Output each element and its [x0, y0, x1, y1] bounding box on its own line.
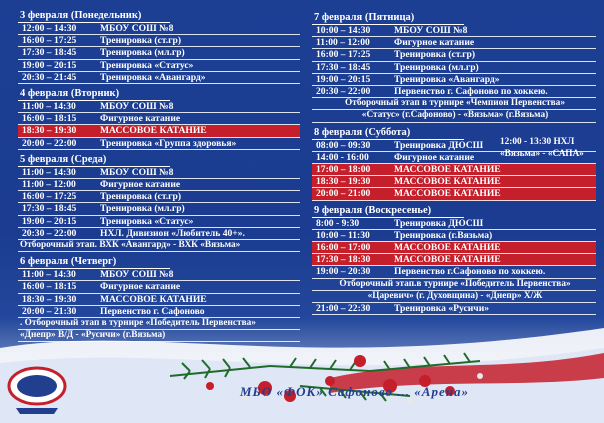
row-activity: МАССОВОЕ КАТАНИЕ	[394, 254, 501, 266]
schedule-row	[18, 228, 300, 240]
schedule-row	[18, 47, 300, 59]
row-activity: Тренировка (ст.гр)	[100, 191, 182, 203]
schedule-row	[18, 191, 300, 203]
schedule-row	[312, 86, 596, 98]
row-activity: МАССОВОЕ КАТАНИЕ	[394, 164, 501, 176]
row-activity: Тренировка «Статус»	[100, 59, 194, 71]
row-time: 18:30 – 19:30	[22, 125, 77, 137]
row-activity: Тренировка (ст.гр)	[394, 49, 476, 61]
row-time: 11:00 – 12:00	[316, 37, 370, 49]
row-note: «Статус» (г.Сафоново) - «Вязьма» (г.Вязьма)	[312, 110, 596, 122]
row-activity: Фигурное катание	[100, 113, 181, 125]
row-time: 17:30 – 18:45	[22, 47, 77, 59]
row-time: 21:00 – 22:30	[316, 303, 371, 315]
row-note: «Царевич» (г. Духовщина) - «Днепр» Х/Ж	[312, 291, 596, 303]
row-time: 17:30 – 18:30	[316, 254, 371, 266]
day-title: 9 февраля (Воскресенье)	[312, 205, 464, 218]
row-time: 11:00 – 12:00	[22, 179, 76, 191]
schedule-row	[312, 176, 596, 188]
row-time: 20:30 – 22:00	[22, 227, 77, 239]
schedule-row	[18, 113, 300, 125]
row-time: 14:00 - 16:00	[316, 151, 369, 163]
row-activity: Первенство г. Сафоново	[100, 305, 205, 317]
row-time: 19:00 – 20:15	[316, 73, 371, 85]
row-time: 16:00 – 17:25	[22, 191, 77, 203]
day-title: 6 февраля (Четверг)	[18, 256, 170, 269]
schedule-row	[18, 125, 300, 137]
schedule-row	[312, 74, 596, 86]
day-title: 4 февраля (Вторник)	[18, 88, 170, 101]
schedule-row	[312, 25, 596, 37]
row-time: 16:00 – 17:25	[316, 49, 371, 61]
row-time: 18:30 – 19:30	[316, 176, 371, 188]
row-activity: Тренировка «Статус»	[100, 215, 194, 227]
row-activity: Тренировка «Авангард»	[100, 71, 206, 83]
schedule-row	[312, 303, 596, 315]
row-activity: Тренировка ДЮСШ	[394, 217, 484, 229]
row-activity: МБОУ СОШ №8	[100, 269, 174, 281]
schedule-row	[18, 167, 300, 179]
row-time: 11:00 – 14:30	[22, 166, 76, 178]
row-activity: МБОУ СОШ №8	[100, 23, 174, 34]
row-activity: Тренировка «Русичи»	[394, 303, 490, 315]
side-note	[500, 137, 600, 160]
row-time: 17:30 – 18:45	[22, 203, 77, 215]
row-activity: МАССОВОЕ КАТАНИЕ	[394, 176, 501, 188]
row-time: 19:00 – 20:15	[22, 59, 77, 71]
row-time: 8:00 - 9:30	[316, 217, 360, 229]
schedule-row	[18, 281, 300, 293]
schedule-row	[18, 203, 300, 215]
day-block	[18, 154, 300, 252]
row-note: Отборочный этап. ВХК «Авангард» - ВХК «Вязьма»	[18, 240, 300, 252]
day-title: 8 февраля (Суббота)	[312, 127, 464, 140]
row-activity: НХЛ. Дивизион «Любитель 40+».	[100, 227, 245, 239]
day-block	[312, 205, 596, 316]
row-time: 08:00 – 09:30	[316, 139, 371, 151]
row-time: 12:00 – 14:30	[22, 23, 77, 34]
row-activity: МАССОВОЕ КАТАНИЕ	[394, 242, 501, 254]
row-activity: Тренировка (мл.гр)	[394, 61, 479, 73]
row-time: 10:00 – 11:30	[316, 229, 370, 241]
day-title: 7 февраля (Пятница)	[312, 12, 464, 25]
schedule-row	[18, 179, 300, 191]
row-activity: Тренировка (мл.гр)	[100, 47, 185, 59]
schedule-row	[18, 216, 300, 228]
row-activity: МБОУ СОШ №8	[100, 166, 174, 178]
schedule-row	[18, 35, 300, 47]
arena-logo-icon	[6, 364, 68, 416]
row-note: «Днепр» В/Д - «Русичи» (г.Вязьма)	[18, 330, 300, 342]
row-activity: МБОУ СОШ №8	[100, 101, 174, 113]
schedule-row	[18, 23, 300, 35]
row-time: 20:30 – 22:00	[316, 86, 371, 98]
row-activity: МБОУ СОШ №8	[394, 25, 468, 36]
schedule-row	[312, 218, 596, 230]
row-activity: Тренировка ДЮСШ	[394, 139, 484, 151]
row-activity: Фигурное катание	[100, 281, 181, 293]
row-time: 19:00 – 20:30	[316, 266, 371, 278]
schedule-row	[312, 49, 596, 61]
schedule-row	[18, 294, 300, 306]
row-activity: Первенство г. Сафоново по хоккею.	[394, 86, 548, 98]
banner-text: МБО «ФОК» Сафоново ... «Арена»	[240, 384, 469, 399]
right-column	[312, 12, 596, 319]
row-time: 18:30 – 19:30	[22, 293, 77, 305]
schedule-row	[18, 60, 300, 72]
row-time: 16:00 – 18:15	[22, 281, 77, 293]
row-activity: Тренировка (мл.гр)	[100, 203, 185, 215]
schedule-row	[18, 306, 300, 318]
row-activity: МАССОВОЕ КАТАНИЕ	[394, 188, 501, 200]
row-activity: Фигурное катание	[394, 37, 475, 49]
row-note: . Отборочный этап в турнире «Победитель Первенства»	[18, 318, 300, 330]
day-title: 5 февраля (Среда)	[18, 154, 170, 167]
row-note: Отборочный этап в турнире «Чемпион Первенства»	[312, 98, 596, 110]
row-time: 17:00 – 18:00	[316, 164, 371, 176]
schedule-row	[18, 72, 300, 84]
left-column	[18, 10, 300, 346]
row-time: 16:00 – 17:25	[22, 35, 77, 47]
day-block	[18, 88, 300, 150]
row-time: 20:00 – 21:30	[22, 305, 77, 317]
row-time: 16:00 – 17:00	[316, 242, 371, 254]
row-activity: МАССОВОЕ КАТАНИЕ	[100, 293, 207, 305]
schedule-row	[312, 254, 596, 266]
row-activity: Первенство г.Сафоново по хоккею.	[394, 266, 546, 278]
row-time: 19:00 – 20:15	[22, 215, 77, 227]
row-activity: Фигурное катание	[100, 179, 181, 191]
christmas-decoration-icon	[150, 326, 570, 421]
row-time: 11:00 – 14:30	[22, 269, 76, 281]
row-time: 10:00 – 14:30	[316, 25, 371, 36]
side-note-line1: 12:00 - 13:30 НХЛ	[500, 137, 575, 147]
row-time: 20:00 – 22:00	[22, 137, 77, 149]
row-time: 11:00 – 14:30	[22, 101, 76, 113]
schedule-row	[18, 269, 300, 281]
row-activity: Тренировка «Авангард»	[394, 73, 500, 85]
schedule-row	[312, 37, 596, 49]
row-note: Отборочный этап.в турнире «Победитель Первенства»	[312, 279, 596, 291]
day-block	[18, 10, 300, 84]
side-note-line2: «Вязьма» - «САПА»	[500, 148, 584, 159]
row-time: 20:30 – 21:45	[22, 71, 77, 83]
row-time: 16:00 – 18:15	[22, 113, 77, 125]
schedule-row	[312, 62, 596, 74]
row-activity: Тренировка (г.Вязьма)	[394, 229, 493, 241]
row-time: 20:00 – 21:00	[316, 188, 371, 200]
schedule-row	[312, 230, 596, 242]
schedule-row	[18, 101, 300, 113]
day-title: 3 февраля (Понедельник)	[18, 10, 170, 23]
schedule-row	[312, 266, 596, 278]
row-activity: МАССОВОЕ КАТАНИЕ	[100, 125, 207, 137]
row-activity: Тренировка «Группа здоровья»	[100, 137, 237, 149]
schedule-row	[18, 138, 300, 150]
row-activity: Фигурное катание	[394, 151, 475, 163]
schedule-row	[312, 242, 596, 254]
row-activity: Тренировка (ст.гр)	[100, 35, 182, 47]
schedule-row	[312, 188, 596, 200]
schedule-row	[312, 164, 596, 176]
day-block	[312, 12, 596, 123]
row-time: 17:30 – 18:45	[316, 61, 371, 73]
